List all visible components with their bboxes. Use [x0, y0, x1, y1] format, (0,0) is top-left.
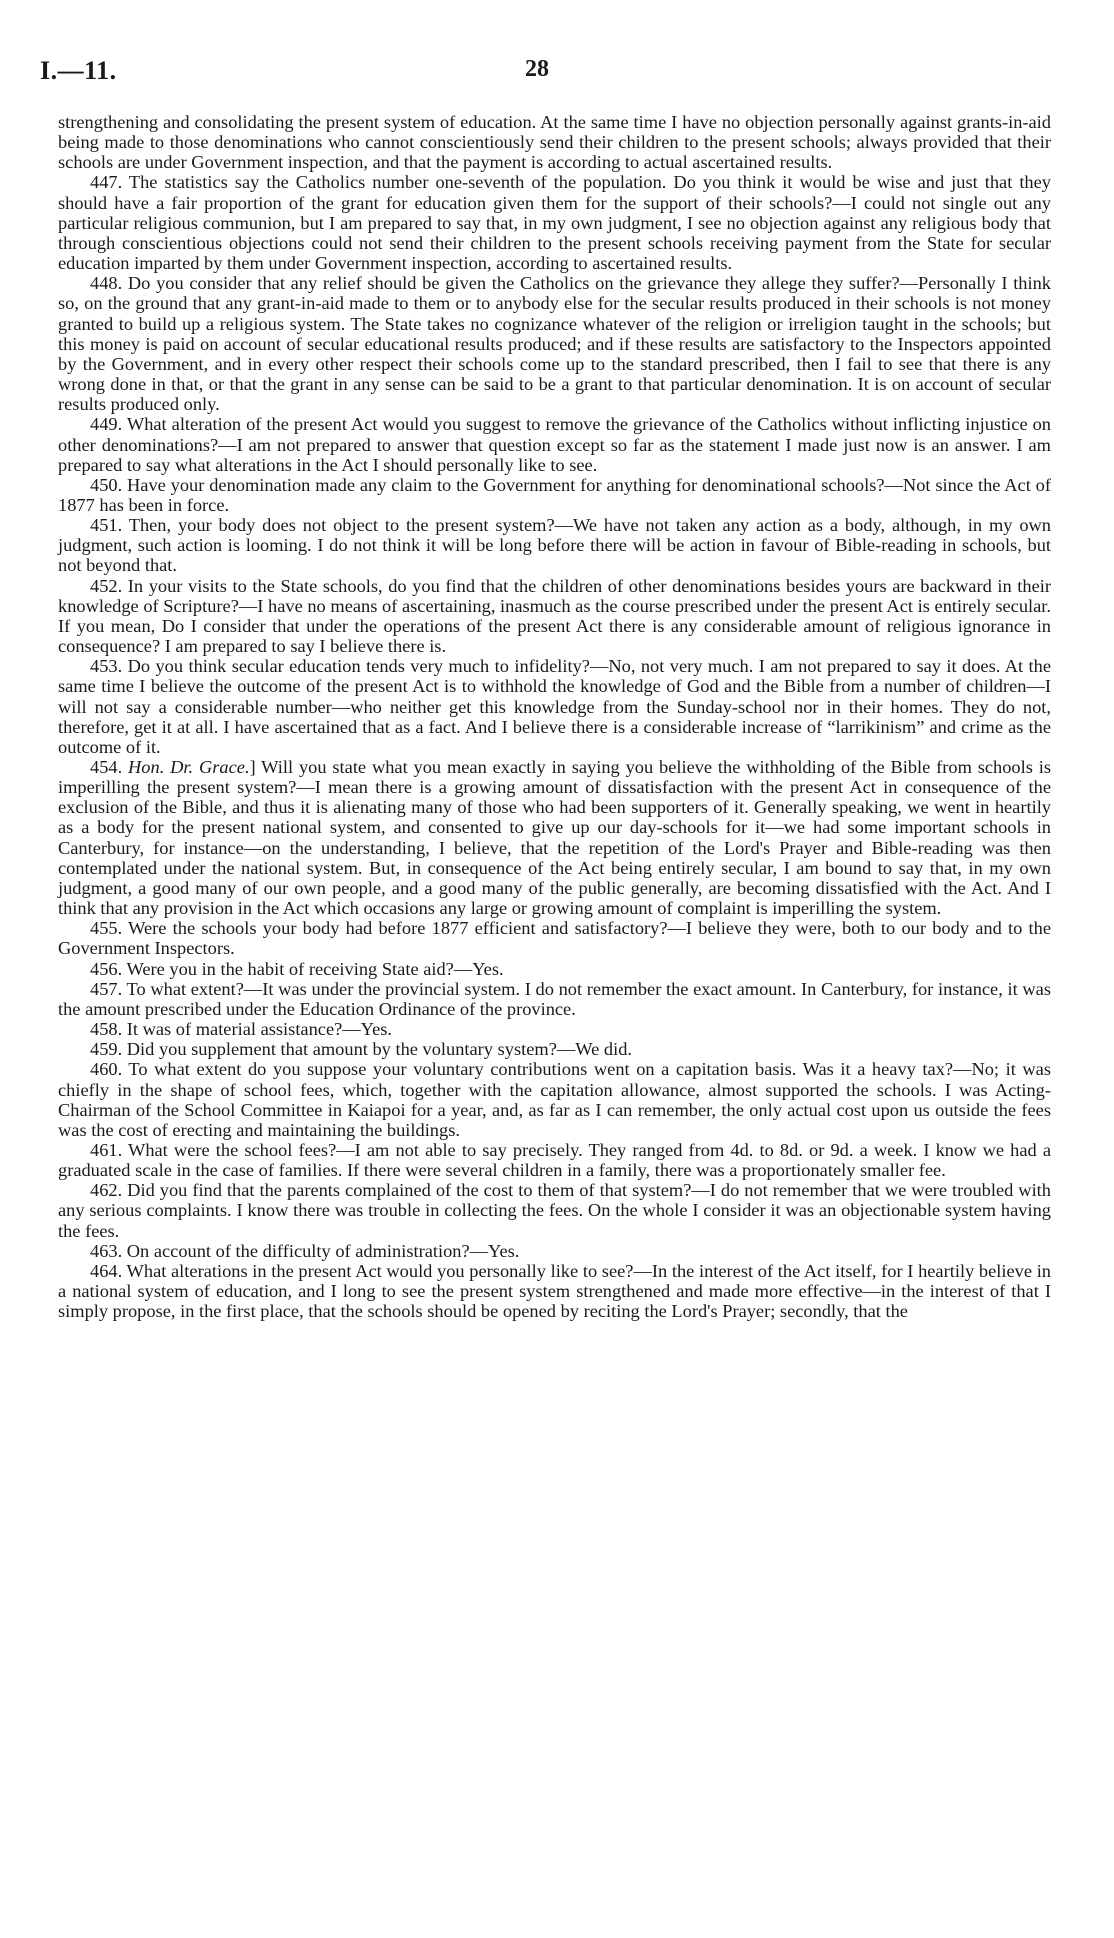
- paragraph-continued: strengthening and consolidating the present system of education. At the same time I have no objection personally against grants-in-aid being made to those denominations who cannot conscientiously send their children to the present schools; always provided that their schools are under Government inspection, and that the payment is according to actual ascertained results.: [58, 112, 1051, 173]
- paragraph-451: 451. Then, your body does not object to the present system?—We have not taken any action as a body, although, in my own judgment, such action is looming. I do not think it will be long before there will be action in favour of Bible-reading in schools, but not beyond that.: [58, 515, 1051, 576]
- page-header: [40, 56, 1074, 96]
- paragraph-449: 449. What alteration of the present Act would you suggest to remove the grievance of the Catholics without inflicting injustice on other denominations?—I am not prepared to answer that question except so far as the statement I made just now is an answer. I am prepared to say what alterations in the Act I should personally like to see.: [58, 414, 1051, 475]
- question-number: 454.: [90, 757, 129, 777]
- paragraph-462: 462. Did you find that the parents complained of the cost to them of that system?—I do not remember that we were troubled with any serious complaints. I know there was trouble in collecting the fees. On the whole I consider it was an objectionable system having the fees.: [58, 1180, 1051, 1241]
- paragraph-460: 460. To what extent do you suppose your voluntary contributions went on a capitation basis. Was it a heavy tax?—No; it was chiefly in the shape of school fees, which, together with the capitation allowance, almost supported the schools. I was Acting-Chairman of the School Committee in Kaiapoi for a year, and, as far as I can remember, the only actual cost upon us outside the fees was the cost of erecting and maintaining the buildings.: [58, 1059, 1051, 1140]
- paragraph-464: 464. What alterations in the present Act would you personally like to see?—In the interest of the Act itself, for I heartily believe in a national system of education, and I long to see the present system strengthened and made more effective—in the interest of that I simply propose, in the first place, that the schools should be opened by reciting the Lord's Prayer; secondly, that the: [58, 1260, 1051, 1322]
- paragraph-455: 455. Were the schools your body had before 1877 efficient and satisfactory?—I believe they were, both to our body and to the Government Inspectors.: [58, 918, 1051, 959]
- paragraph-456: 456. Were you in the habit of receiving State aid?—Yes.: [90, 958, 504, 979]
- document-reference: I.—11.: [40, 56, 117, 85]
- paragraph-454: [58, 757, 1051, 918]
- paragraph-448: 448. Do you consider that any relief should be given the Catholics on the grievance they allege they suffer?—Personally I think so, on the ground that any grant-in-aid made to them or to anybody else for the secular results produced in their schools is not money granted to build up a religious system. The State takes no cognizance whatever of the religion or irreligion taught in the schools; but this money is paid on account of secular educational results produced; and if these results are satisfactory to the Inspectors appointed by the Government, and in every other respect their schools come up to the standard prescribed, then I fail to see that there is any wrong done in that, or that the grant in any sense can be said to be a grant to that particular denomination. It is on account of secular results produced only.: [58, 273, 1051, 415]
- paragraph-461: 461. What were the school fees?—I am not able to say precisely. They ranged from 4d. to 8d. or 9d. a week. I know we had a graduated scale in the case of families. If there were several children in a family, there was a proportionately smaller fee.: [58, 1139, 1051, 1181]
- paragraph-459: 459. Did you supplement that amount by the voluntary system?—We did.: [90, 1039, 632, 1060]
- speaker-name: Hon. Dr. Grace.: [128, 757, 250, 777]
- paragraph-463: 463. On account of the difficulty of administration?—Yes.: [90, 1240, 520, 1261]
- paragraph-text: ] Will you state what you mean exactly in saying you believe the withholding of the Bible from schools is imperilling the present system?—I mean there is a growing amount of dissatisfaction with the present Act in consequence of the exclusion of the Bible, and thus it is alienating many of those who had been supporters of it. Generally speaking, we went in heartily as a body for the present national system, and consented to give up our day-schools for it—we had some important schools in Canterbury, for instance—on the understanding, I believe, that the repetition of the Lord's Prayer and Bible-reading was then contemplated under the national system. But, in consequence of the Act being entirely secular, I am bound to say that, in my own judgment, a good many of our own people, and a good many of the public generally, are becoming dissatisfied with the Act. And I think that any provision in the Act which occasions any large or growing amount of complaint is imperilling the system.: [58, 757, 1051, 919]
- paragraph-458: 458. It was of material assistance?—Yes.: [90, 1019, 393, 1040]
- paragraph-457: 457. To what extent?—It was under the provincial system. I do not remember the exact amount. In Canterbury, for instance, it was the amount prescribed under the Education Ordinance of the province.: [58, 978, 1051, 1019]
- paragraph-450: 450. Have your denomination made any claim to the Government for anything for denominational schools?—Not since the Act of 1877 has been in force.: [58, 474, 1051, 515]
- document-body: [58, 112, 1051, 1321]
- paragraph-447: 447. The statistics say the Catholics number one-seventh of the population. Do you think it would be wise and just that they should have a fair proportion of the grant for education given them for the support of their schools?—I could not single out any particular religious communion, but I am prepared to say that, in my own judgment, I see no objection against any religious body that through conscientious objections could not send their children to the present schools receiving payment from the State for secular education imparted by them under Government inspection, according to ascertained results.: [58, 172, 1051, 274]
- paragraph-452: 452. In your visits to the State schools, do you find that the children of other denominations besides yours are backward in their knowledge of Scripture?—I have no means of ascertaining, inasmuch as the course prescribed under the present Act is entirely secular. If you mean, Do I consider that under the operations of the present Act there is any considerable amount of religious ignorance in consequence? I am prepared to say I believe there is.: [58, 575, 1051, 657]
- paragraph-453: 453. Do you think secular education tends very much to infidelity?—No, not very much. I am not prepared to say it does. At the same time I believe the outcome of the present Act is to withhold the knowledge of God and the Bible from a number of children—I will not say a considerable number—who neither get this knowledge from the Sunday-school nor in their homes. They do not, therefore, get it at all. I have ascertained that as a fact. And I believe there is a considerable increase of “larrikinism” and crime as the outcome of it.: [58, 656, 1051, 757]
- page-number: 28: [525, 56, 549, 82]
